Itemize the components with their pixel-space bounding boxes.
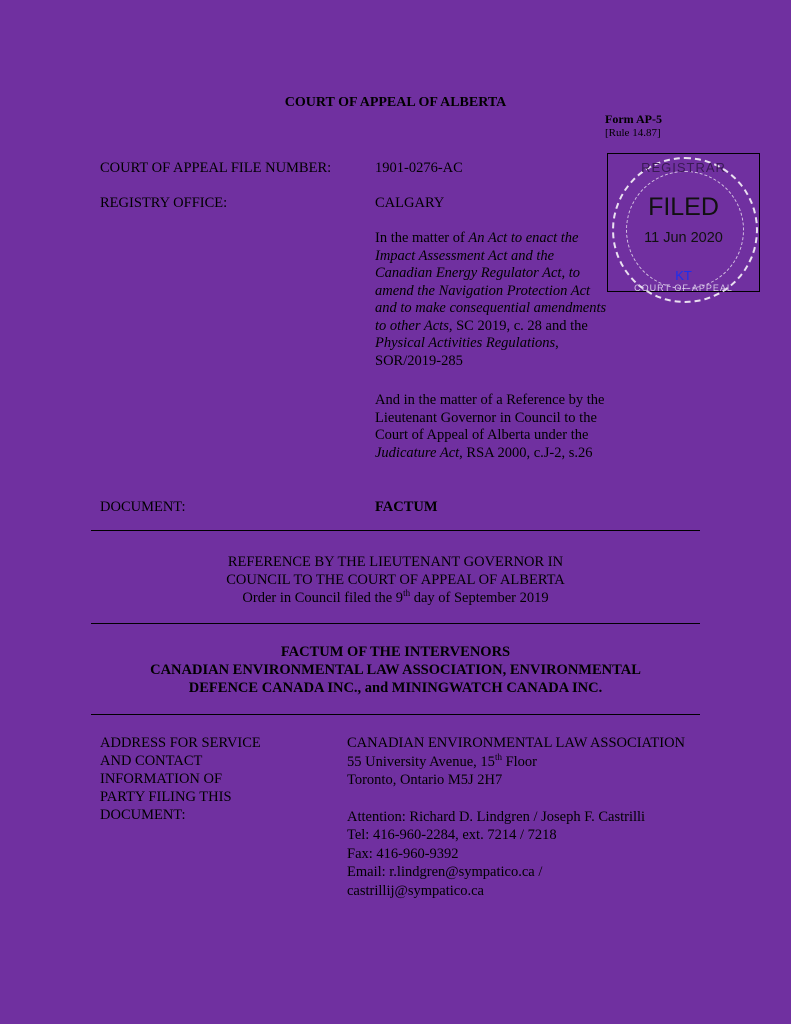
divider-rule: [91, 714, 700, 715]
attention-line: Attention: Richard D. Lindgren / Joseph F. Castrilli: [347, 808, 646, 825]
email-line-continued: castrillij@sympatico.ca: [347, 882, 484, 899]
form-rule: [Rule 14.87]: [605, 127, 661, 139]
court-heading: COURT OF APPEAL OF ALBERTA: [284, 95, 507, 110]
address-for-service-label: ADDRESS FOR SERVICE AND CONTACT INFORMATION OF PARTY FILING THIS DOCUMENT:: [100, 735, 261, 823]
document-type-value: FACTUM: [375, 499, 438, 515]
divider-rule: [91, 530, 700, 531]
document-label: DOCUMENT:: [100, 499, 186, 515]
style-of-cause-matter-1: In the matter of An Act to enact the Impact Assessment Act and the Canadian Energy Regulator Act, to amend the Navigation Protection Act and to make consequential amendments to other Acts, SC 2019, c. 28 and the Physical Activities Regulations, SOR/2019-285: [375, 230, 607, 369]
org-name: CANADIAN ENVIRONMENTAL LAW ASSOCIATION: [347, 735, 686, 751]
registry-office-label: REGISTRY OFFICE:: [100, 195, 228, 211]
stamp-registrar-text: REGISTRAR: [641, 160, 726, 175]
fax-line: Fax: 416-960-9392: [347, 845, 459, 862]
city-address: Toronto, Ontario M5J 2H7: [347, 772, 503, 788]
email-line: Email: r.lindgren@sympatico.ca /: [347, 864, 543, 880]
telephone-line: Tel: 416-960-2284, ext. 7214 / 7218: [347, 827, 557, 843]
style-of-cause-matter-2: And in the matter of a Reference by the Lieutenant Governor in Council to the Court of Appeal of Alberta under the Judicature Act, RSA 2000, c.J-2, s.26: [375, 392, 605, 461]
reference-block: REFERENCE BY THE LIEUTENANT GOVERNOR IN COUNCIL TO THE COURT OF APPEAL OF ALBERTA Order in Council filed the 9th day of September 2019: [226, 554, 565, 606]
street-address: 55 University Avenue, 15th Floor: [347, 751, 537, 770]
stamp-filed-status: FILED: [648, 193, 719, 221]
address-for-service-block: [347, 734, 727, 900]
factum-title-block: FACTUM OF THE INTERVENORS CANADIAN ENVIRONMENTAL LAW ASSOCIATION, ENVIRONMENTAL DEFENCE CANADA INC., and MININGWATCH CANADA INC.: [150, 644, 641, 696]
form-number: Form AP-5: [605, 112, 662, 126]
stamp-clerk-initials: KT: [675, 268, 692, 283]
stamp-court-text: COURT OF APPEAL: [634, 283, 733, 293]
registry-office-value: CALGARY: [375, 195, 445, 211]
file-number-label: COURT OF APPEAL FILE NUMBER:: [100, 160, 332, 176]
stamp-filed-date: 11 Jun 2020: [644, 230, 723, 246]
file-number-value: 1901-0276-AC: [375, 160, 463, 176]
divider-rule: [91, 623, 700, 624]
